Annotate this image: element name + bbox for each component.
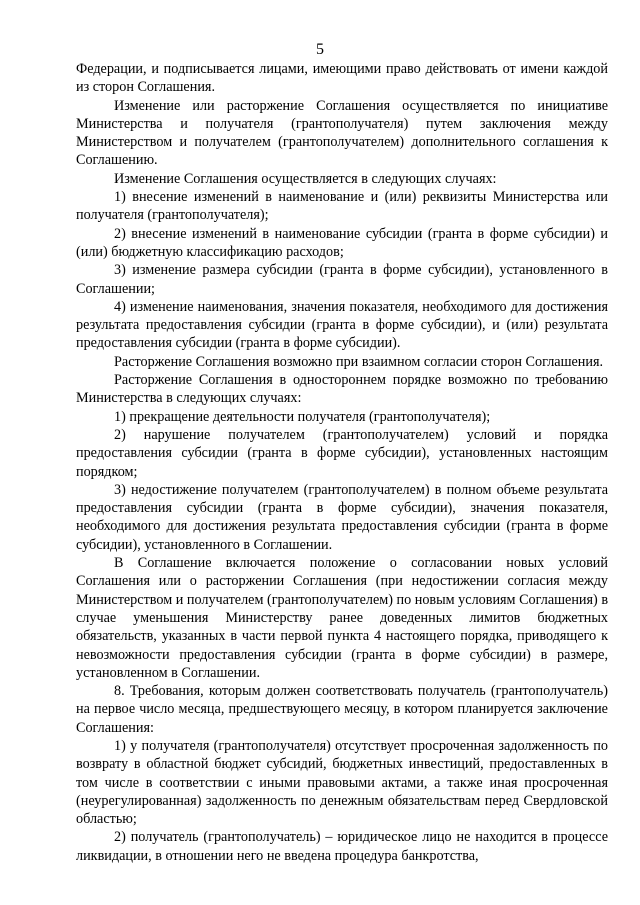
paragraph: Расторжение Соглашения возможно при взаимном согласии сторон Соглашения.	[114, 353, 604, 370]
list-item: 3) изменение размера субсидии (гранта в форме субсидии), установленного в Соглашении;	[76, 262, 608, 297]
document-body	[76, 60, 608, 865]
list-item: 3) недостижение получателем (грантополучателем) в полном объеме результата предоставления субсидии (гранта в форме субсидии), значения показателя, необходимого для достижения результата предоставления субсидии (гранта в форме субсидии), установленного в Соглашении.	[76, 481, 608, 553]
list-item: 1) внесение изменений в наименование и (или) реквизиты Министерства или получателя (грантополучателя);	[76, 189, 608, 224]
list-item: 2) внесение изменений в наименование субсидии (гранта в форме субсидии) и (или) бюджетную классификацию расходов;	[76, 225, 608, 260]
paragraph: Расторжение Соглашения в одностороннем порядке возможно по требованию Министерства в следующих случаях:	[76, 372, 608, 407]
paragraph: 8. Требования, которым должен соответствовать получатель (грантополучатель) на первое число месяца, предшествующего месяцу, в котором планируется заключение Соглашения:	[76, 683, 608, 736]
list-item: 1) у получателя (грантополучателя) отсутствует просроченная задолженность по возврату в областной бюджет субсидий, бюджетных инвестиций, предоставленных в том числе в соответствии с иными правовыми актами, а также иная просроченная (неурегулированная) задолженность по денежным обязательствам перед Свердловской областью;	[76, 737, 608, 828]
list-item: 4) изменение наименования, значения показателя, необходимого для достижения результата предоставления субсидии (гранта в форме субсидии), и (или) результата предоставления субсидии (гранта в форме субсидии).	[76, 298, 608, 352]
paragraph: Изменение Соглашения осуществляется в следующих случаях:	[114, 170, 497, 187]
paragraph: В Соглашение включается положение о согласовании новых условий Соглашения или о расторжении Соглашения (при недостижении согласия между Министерством и получателем (грантополучателем) по новым условиям Соглашения) в случае уменьшения Министерству ранее доведенных лимитов бюджетных обязательств, указанных в части первой пункта 4 настоящего порядка, приводящего к невозможности предоставления субсидии (гранта в форме субсидии) в размере, установленном в Соглашении.	[76, 555, 609, 681]
paragraph: Изменение или расторжение Соглашения осуществляется по инициативе Министерства и получателя (грантополучателя) путем заключения между Министерством и получателем (грантополучателем) дополнительного соглашения к Соглашению.	[76, 97, 608, 169]
paragraph: Федерации, и подписывается лицами, имеющими право действовать от имени каждой из сторон Соглашения.	[76, 61, 608, 96]
page-number: 5	[316, 41, 324, 58]
list-item: 2) получатель (грантополучатель) – юридическое лицо не находится в процессе ликвидации, в отношении него не введена процедура банкротства,	[76, 829, 608, 864]
list-item: 1) прекращение деятельности получателя (грантополучателя);	[114, 408, 491, 425]
list-item: 2) нарушение получателем (грантополучателем) условий и порядка предоставления субсидии (гранта в форме субсидии), установленных настоящим порядком;	[76, 426, 608, 480]
